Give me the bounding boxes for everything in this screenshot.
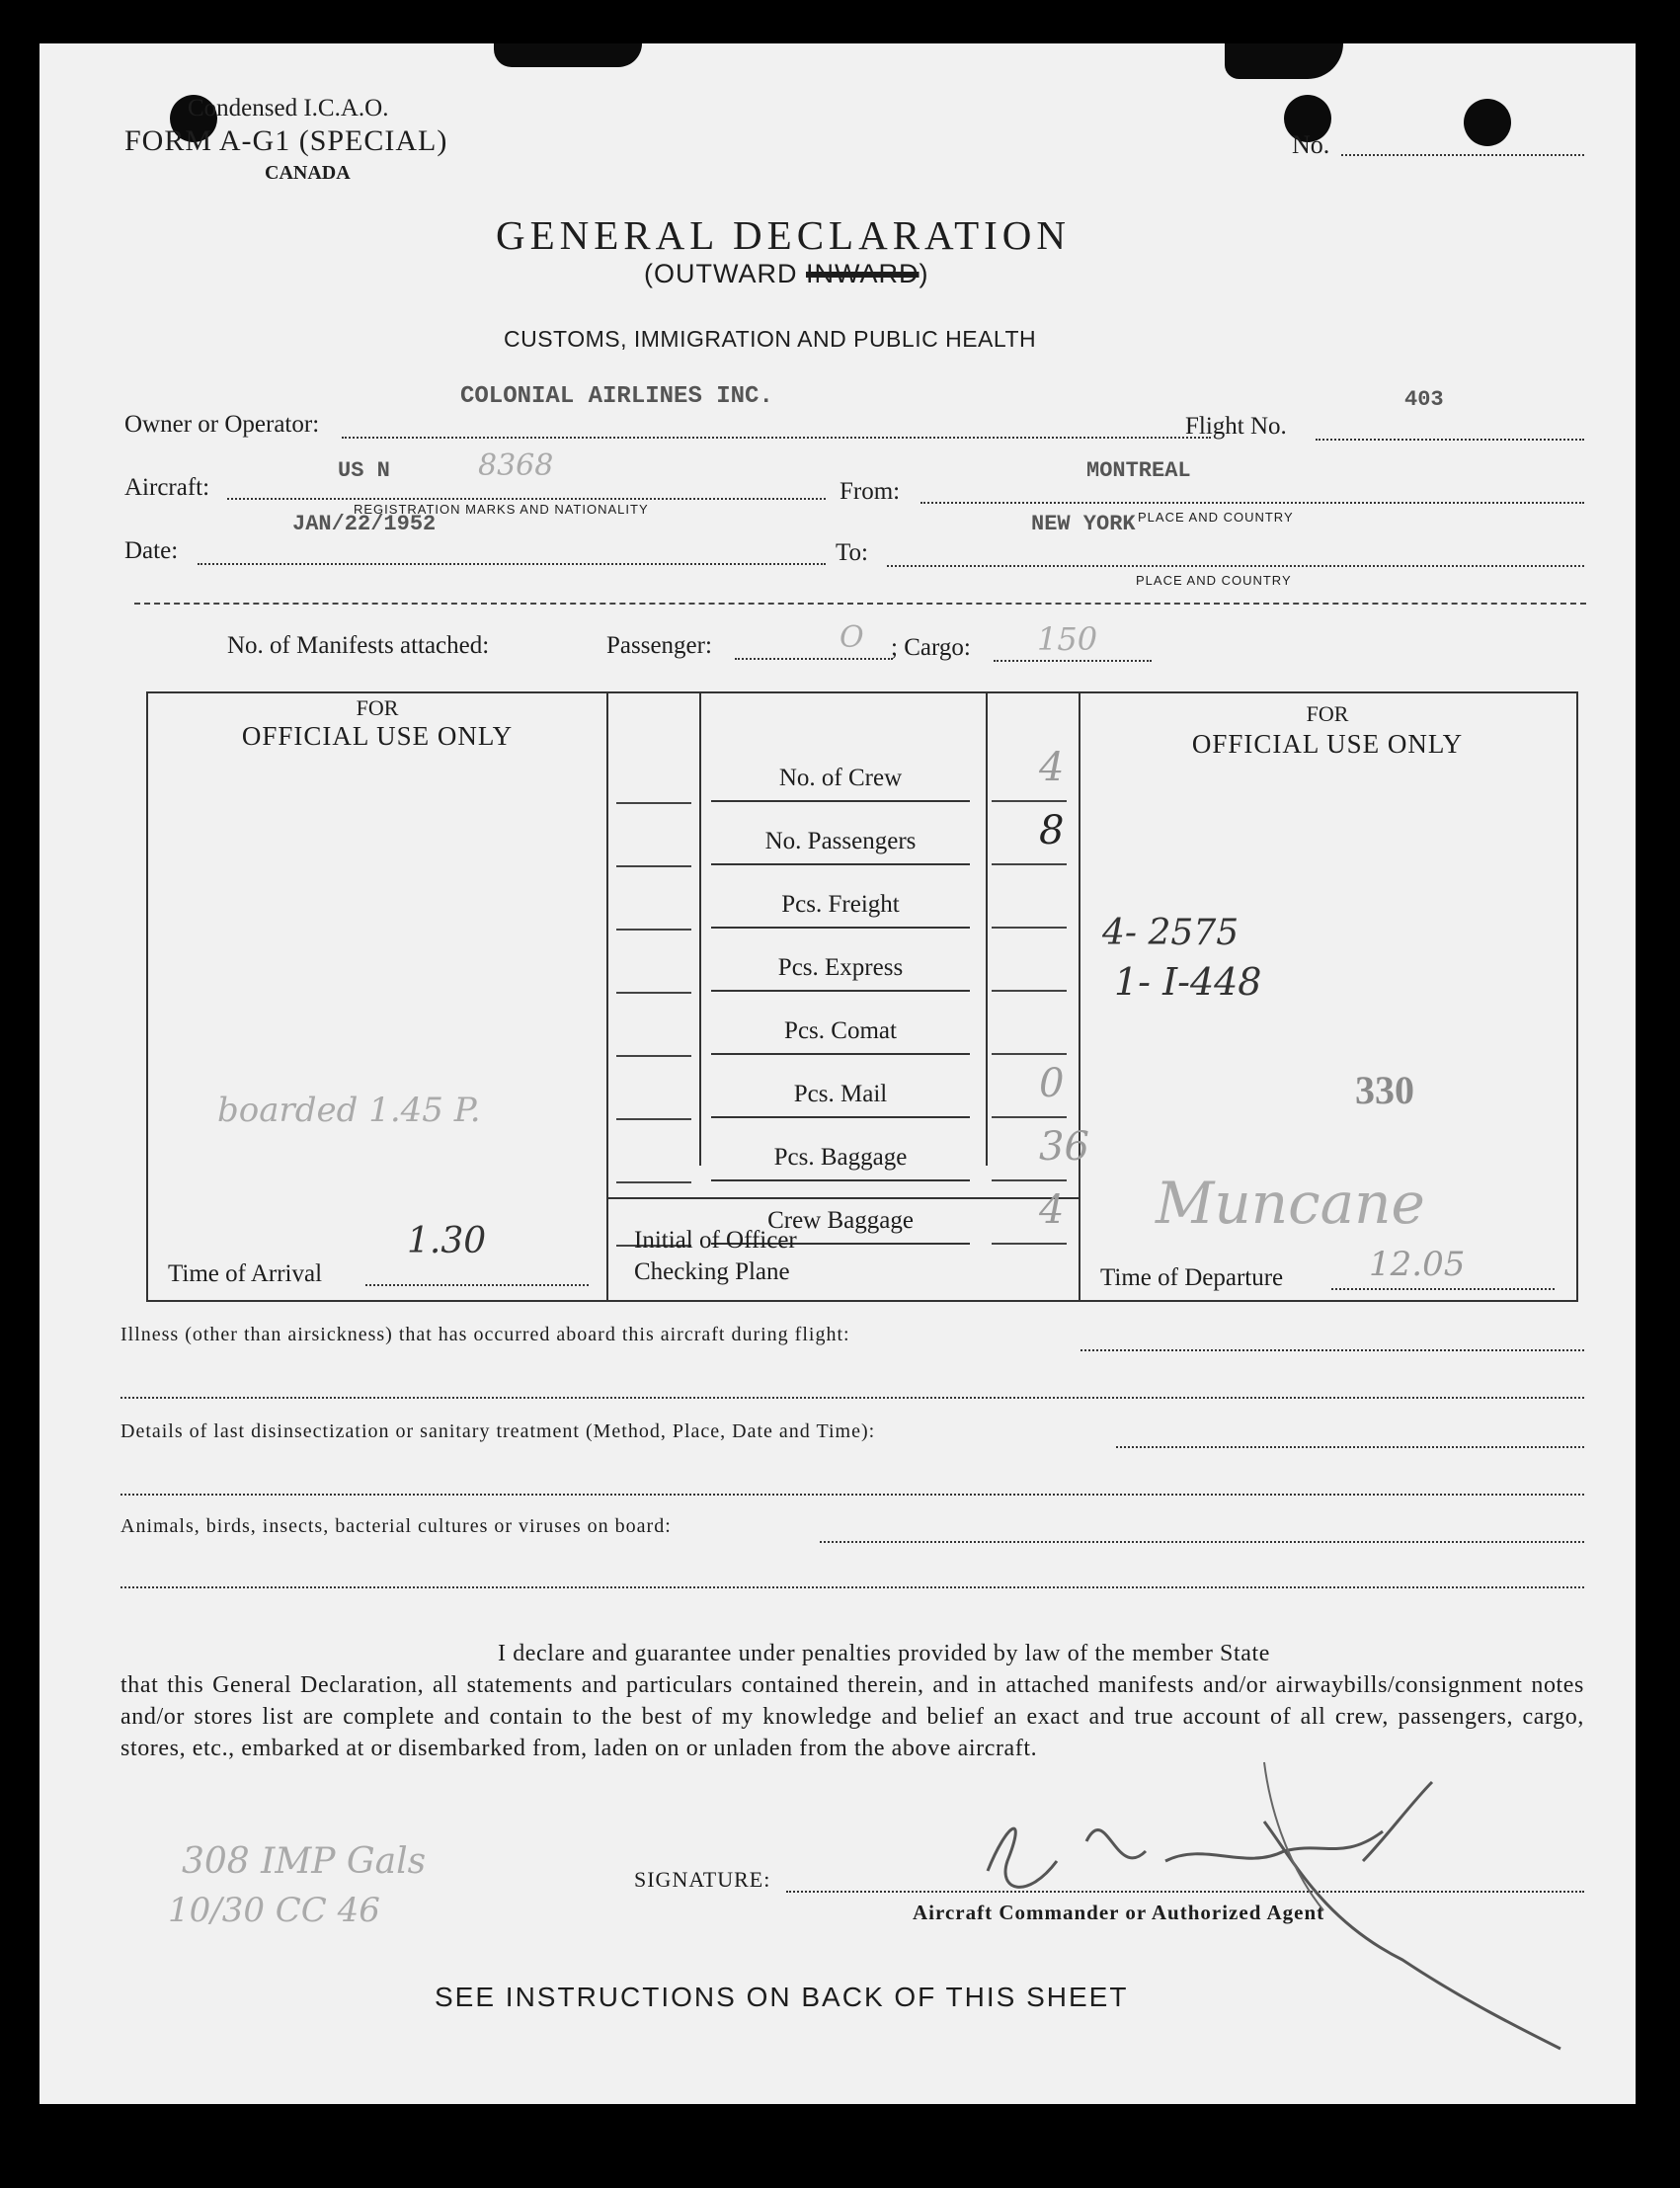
disinsectization-answer-line-2 bbox=[120, 1494, 1584, 1496]
table-row-rule bbox=[711, 1179, 970, 1181]
table-row-label: No. Passengers bbox=[764, 828, 917, 854]
table-row-stub-right bbox=[992, 927, 1067, 929]
place-caption-to: PLACE AND COUNTRY bbox=[1136, 573, 1292, 588]
aircraft-line bbox=[227, 498, 826, 500]
disinsectization-question: Details of last disinsectization or sanitary treatment (Method, Place, Date and Time): bbox=[120, 1420, 876, 1442]
table-row-stub-left bbox=[616, 802, 691, 804]
table-row-stub-right bbox=[992, 1179, 1067, 1181]
page-subtitle bbox=[644, 259, 929, 289]
instructions-footer: SEE INSTRUCTIONS ON BACK OF THIS SHEET bbox=[435, 1982, 1129, 2012]
right-official-heading: OFFICIAL USE ONLY bbox=[1191, 729, 1464, 759]
table-row-stub-right bbox=[992, 863, 1067, 865]
passenger-manifest-value: O bbox=[840, 620, 864, 655]
owner-value: COLONIAL AIRLINES INC. bbox=[460, 383, 773, 410]
subtitle-outward: (OUTWARD bbox=[644, 259, 798, 288]
table-row-stub-right bbox=[992, 1243, 1067, 1245]
fuel-note-line2: 10/30 CC 46 bbox=[168, 1891, 380, 1930]
torn-edge bbox=[1225, 43, 1343, 79]
table-row-label: Pcs. Comat bbox=[784, 1017, 897, 1044]
agency-heading: CUSTOMS, IMMIGRATION AND PUBLIC HEALTH bbox=[504, 326, 1037, 352]
declaration-body: that this General Declaration, all statements and particulars contained therein, and in attached manifests and/or airwaybills/consignment notes and/or stores list are complete and contain to the best of my knowledge and belief an exact and true account of all crew, passengers, cargo, stores, etc., embarked at or disembarked from, laden on or unladen from the above aircraft. bbox=[120, 1672, 1584, 1761]
table-row-label: Pcs. Mail bbox=[793, 1081, 888, 1107]
document-number-line bbox=[1341, 154, 1584, 156]
time-departure-value: 12.05 bbox=[1369, 1245, 1466, 1284]
header-divider bbox=[134, 603, 1586, 605]
owner-line bbox=[342, 437, 1211, 439]
right-official-stamp: 330 bbox=[1355, 1068, 1414, 1112]
right-official-note-2: 1- I-448 bbox=[1114, 960, 1262, 1004]
table-row-rule bbox=[711, 800, 970, 802]
fuel-note-line1: 308 IMP Gals bbox=[182, 1841, 427, 1882]
registration-caption: REGISTRATION MARKS AND NATIONALITY bbox=[354, 502, 649, 517]
table-row-stub-right bbox=[992, 990, 1067, 992]
table-row-value: 36 bbox=[1039, 1124, 1089, 1170]
place-caption-from: PLACE AND COUNTRY bbox=[1138, 510, 1294, 525]
from-value: MONTREAL bbox=[1086, 458, 1191, 483]
table-row-stub-right bbox=[992, 800, 1067, 802]
form-designation: Condensed I.C.A.O. bbox=[188, 95, 389, 122]
table-row-stub-left bbox=[616, 1118, 691, 1120]
subtitle-inward-struck: INWARD bbox=[806, 259, 920, 288]
table-row-value: 8 bbox=[1039, 808, 1065, 853]
cargo-manifest-value: 150 bbox=[1037, 620, 1098, 658]
passenger-manifest-line bbox=[735, 658, 893, 660]
illness-answer-line-1 bbox=[1080, 1349, 1584, 1351]
table-row-rule bbox=[711, 1116, 970, 1118]
table-row-label: Pcs. Freight bbox=[781, 891, 900, 918]
table-row-rule bbox=[711, 990, 970, 992]
table-row-stub-left bbox=[616, 865, 691, 867]
owner-label: Owner or Operator: bbox=[124, 411, 320, 438]
table-row-stub-right bbox=[992, 1053, 1067, 1055]
disinsectization-answer-line-1 bbox=[1116, 1446, 1584, 1448]
date-value: JAN/22/1952 bbox=[292, 512, 437, 536]
table-row-rule bbox=[711, 863, 970, 865]
table-row-value: 4 bbox=[1039, 745, 1065, 790]
right-official-for: FOR bbox=[1306, 701, 1349, 726]
animals-answer-line-2 bbox=[120, 1586, 1584, 1588]
table-lower-rule bbox=[608, 1197, 1079, 1199]
declaration-first-line: I declare and guarantee under penalties provided by law of the member State bbox=[498, 1641, 1271, 1666]
to-line bbox=[887, 565, 1584, 567]
table-divider-right bbox=[1079, 691, 1080, 1300]
table-row-stub-left bbox=[616, 992, 691, 994]
time-departure-label: Time of Departure bbox=[1100, 1264, 1284, 1291]
form-country: CANADA bbox=[265, 162, 351, 184]
cargo-manifest-line bbox=[994, 660, 1152, 662]
time-departure-line bbox=[1331, 1288, 1555, 1290]
flight-line bbox=[1316, 439, 1584, 441]
from-line bbox=[920, 502, 1584, 504]
time-arrival-value: 1.30 bbox=[407, 1221, 487, 1261]
manifests-label: No. of Manifests attached: bbox=[227, 632, 490, 659]
table-row-label: Pcs. Express bbox=[777, 954, 904, 981]
right-official-signature: Muncane bbox=[1156, 1170, 1425, 1237]
illness-question: Illness (other than airsickness) that has occurred aboard this aircraft during flight: bbox=[120, 1324, 850, 1345]
animals-answer-line-1 bbox=[820, 1541, 1584, 1543]
flight-value: 403 bbox=[1404, 387, 1444, 412]
signature-caption: Aircraft Commander or Authorized Agent bbox=[913, 1901, 1325, 1924]
table-row-stub-left bbox=[616, 929, 691, 931]
animals-question: Animals, birds, insects, bacterial cultures or viruses on board: bbox=[120, 1515, 672, 1537]
punch-hole bbox=[1464, 99, 1511, 146]
document-number-label: No. bbox=[1292, 130, 1330, 159]
subtitle-close: ) bbox=[919, 259, 929, 288]
time-arrival-line bbox=[365, 1284, 589, 1286]
date-label: Date: bbox=[124, 537, 179, 564]
illness-answer-line-2 bbox=[120, 1397, 1584, 1399]
flight-label: Flight No. bbox=[1185, 413, 1287, 440]
left-official-heading: OFFICIAL USE ONLY bbox=[241, 721, 514, 751]
table-row-value: 0 bbox=[1039, 1061, 1065, 1106]
table-row-rule bbox=[711, 927, 970, 929]
page-title: GENERAL DECLARATION bbox=[496, 212, 1072, 258]
cargo-manifest-label: ; Cargo: bbox=[891, 634, 971, 661]
aircraft-registration-handwritten: 8368 bbox=[478, 448, 554, 483]
table-divider-left bbox=[606, 691, 608, 1300]
table-divider-inner bbox=[699, 691, 701, 1166]
document-sheet bbox=[40, 43, 1636, 2104]
initial-officer-line2: Checking Plane bbox=[634, 1258, 790, 1285]
aircraft-value: US N bbox=[338, 458, 390, 483]
table-row-label: Crew Baggage bbox=[767, 1207, 914, 1234]
left-official-note: boarded 1.45 P. bbox=[217, 1091, 481, 1130]
to-value: NEW YORK bbox=[1031, 512, 1136, 536]
signature-label: SIGNATURE: bbox=[634, 1867, 771, 1892]
to-label: To: bbox=[836, 539, 868, 566]
table-row-stub-left bbox=[616, 1181, 691, 1183]
torn-edge bbox=[494, 43, 642, 67]
table-row-stub-left bbox=[616, 1055, 691, 1057]
form-number: FORM A-G1 (SPECIAL) bbox=[124, 124, 448, 157]
right-official-note-1: 4- 2575 bbox=[1102, 913, 1240, 953]
table-row-rule bbox=[711, 1053, 970, 1055]
date-line bbox=[198, 563, 826, 565]
aircraft-label: Aircraft: bbox=[124, 474, 210, 501]
initial-officer-line1: Initial of Officer bbox=[634, 1227, 797, 1254]
table-row-label: Pcs. Baggage bbox=[773, 1144, 908, 1171]
time-arrival-label: Time of Arrival bbox=[168, 1260, 323, 1287]
table-divider-values bbox=[986, 691, 988, 1166]
table-row-label: No. of Crew bbox=[778, 765, 903, 791]
from-label: From: bbox=[840, 478, 901, 505]
left-official-for: FOR bbox=[356, 695, 399, 720]
table-row-value: 4 bbox=[1039, 1187, 1065, 1233]
table-row-stub-right bbox=[992, 1116, 1067, 1118]
passenger-manifest-label: Passenger: bbox=[606, 632, 712, 659]
